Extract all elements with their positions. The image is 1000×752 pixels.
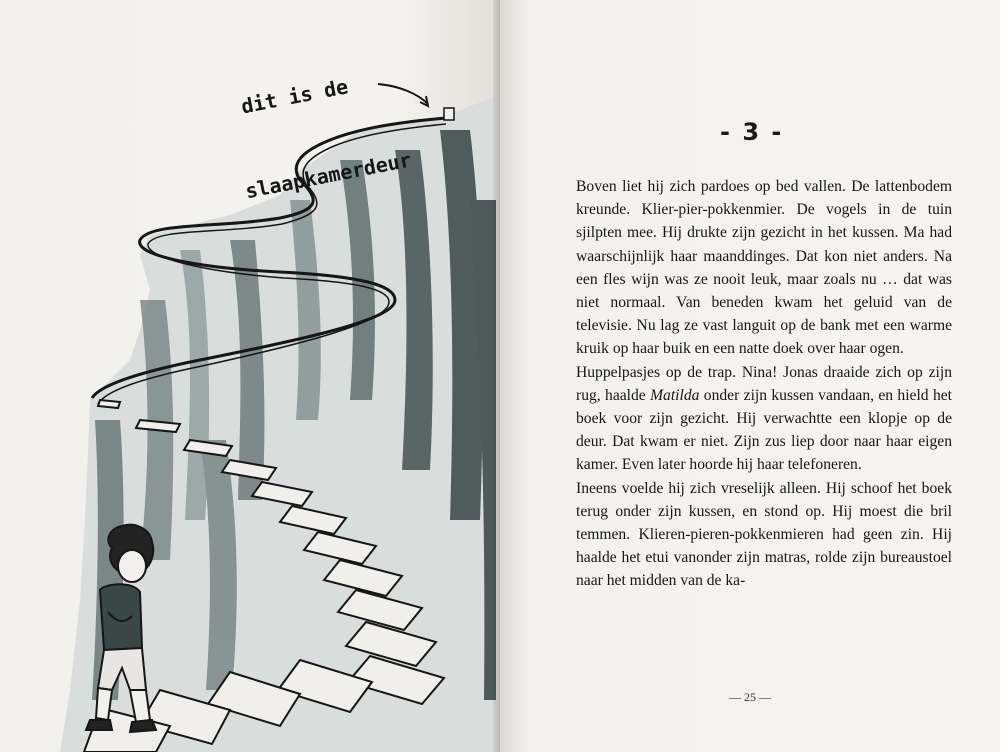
paragraph-2-part-2: onder zijn kussen vandaan, en hield het boek voor zijn gezicht. Hij verwachtte een klopje op de deur. Dat kwam er niet. Zijn zus liep door naar haar eigen kamer. Even later hoorde hij haar telefoneren. (576, 386, 952, 474)
paragraph-1: Boven liet hij zich pardoes op bed vallen. De lattenbodem kreunde. Klier-pier-pokkenmier. De vogels in de tuin sjilpten mee. Hij drukte zijn gezicht in het kussen. Ma had waarschijnlijk haar maanddinges. Dat kon niet anders. Na een fles wijn was ze nooit leuk, maar zoals nu … dat was niet normaal. Van beneden kwam het geluid van de televisie. Nu lag ze vast languit op de bank met een warme kruik op haar buik en een natte doek over haar ogen. (576, 178, 952, 358)
body-text (576, 175, 952, 593)
paragraph-3: Ineens voelde hij zich vreselijk alleen. Hij schoof het boek terug onder zijn kussen, en stond op. Hij moest die bril temmen. Klieren-pieren-pokkenmieren had geen zin. Hij haalde het etui vanonder zijn matras, rolde zijn bureaustoel naar het midden van de ka- (576, 479, 952, 590)
handwritten-line-1: dit is de (239, 74, 351, 119)
paragraph-2-part-1: Huppelpasjes op de trap. Nina! Jonas draaide zich op zijn rug, haalde (576, 363, 952, 404)
page-number: — 25 — (729, 690, 771, 704)
handwritten-line-2: slaapkamerdeur (243, 147, 414, 204)
paragraph-2 (576, 361, 952, 477)
right-page (500, 0, 1000, 752)
chapter-heading: - 3 - (720, 118, 784, 146)
book-title-matilda: Matilda (650, 386, 700, 404)
